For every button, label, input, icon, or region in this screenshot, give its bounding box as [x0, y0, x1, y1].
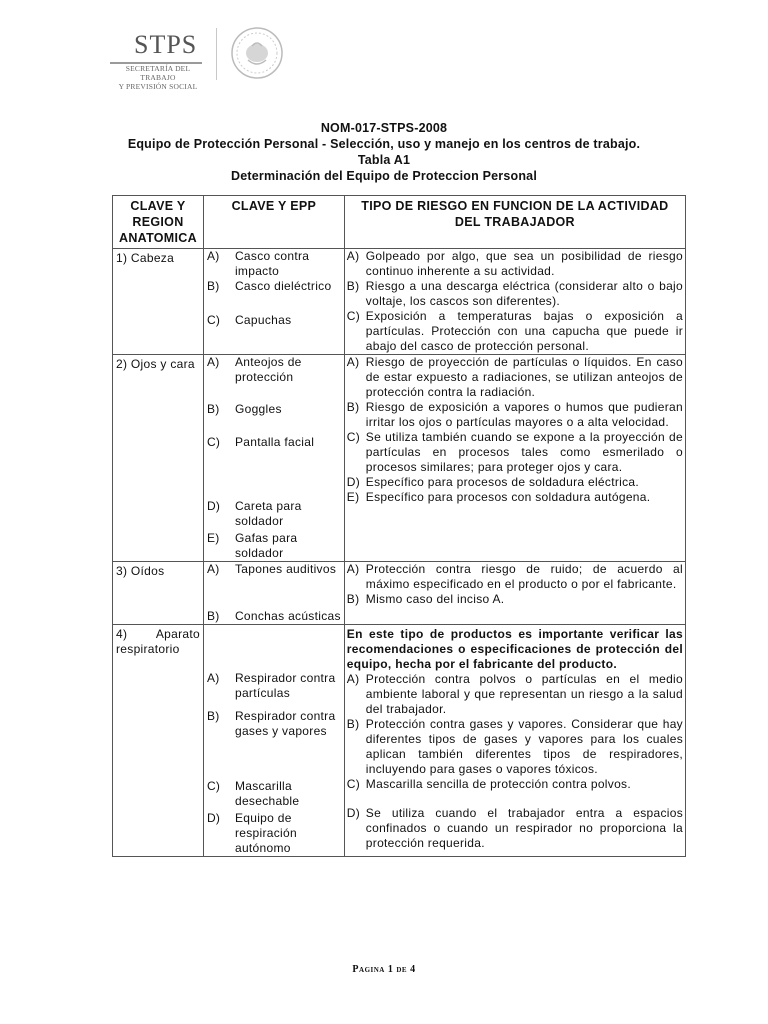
- risk-item: [345, 279, 685, 309]
- header-clave-region: CLAVE Y REGION ANATOMICA: [113, 196, 204, 249]
- logo-text: STPS: [134, 30, 198, 59]
- risk-text: Protección contra riesgo de ruido; de acuerdo al máximo especificado en el producto o por el fabricante.: [365, 562, 683, 591]
- national-seal-icon: [230, 26, 284, 80]
- epp-item: [204, 279, 344, 313]
- risk-item: [345, 562, 685, 592]
- epp-item: [204, 562, 344, 609]
- risk-letter: A): [346, 355, 360, 369]
- epp-text: Respirador contra partículas: [234, 671, 336, 700]
- epp-item: [204, 779, 344, 811]
- epp-item: [204, 811, 344, 856]
- risk-letter: C): [346, 777, 361, 791]
- page-number: Pagina 1 de 4: [352, 964, 416, 975]
- epp-letter: D): [206, 811, 221, 825]
- risk-item: [345, 355, 685, 400]
- epp-spacer: [204, 625, 344, 671]
- epp-list: [203, 355, 344, 562]
- epp-letter: B): [206, 709, 220, 723]
- risk-letter: B): [346, 400, 360, 414]
- logo-subtitle-line-1: SECRETARÍA DEL TRABAJO: [125, 64, 191, 82]
- risk-letter: B): [346, 279, 360, 293]
- epp-item: [204, 435, 344, 499]
- logo-subtitle: [110, 64, 206, 91]
- risk-letter: B): [346, 717, 360, 731]
- epp-item: [204, 499, 344, 531]
- epp-letter: C): [206, 779, 221, 793]
- risk-text: Riesgo de proyección de partículas o líquidos. En caso de estar expuesto a radiaciones, se utilizan anteojos de protección contra la radiación.: [365, 355, 683, 399]
- risk-list: [344, 562, 685, 625]
- risk-text: Mascarilla sencilla de protección contra polvos.: [365, 777, 631, 791]
- risk-text: Específico para procesos de soldadura eléctrica.: [365, 475, 640, 489]
- epp-letter: A): [206, 671, 220, 685]
- risk-text: Golpeado por algo, que sea un posibilidad de riesgo continuo inherente a su actividad.: [365, 249, 683, 278]
- risk-letter: E): [346, 490, 360, 504]
- epp-list: [203, 625, 344, 857]
- risk-item: [345, 777, 685, 792]
- risk-text: Específico para procesos con soldadura autógena.: [365, 490, 651, 504]
- risk-text: Exposición a temperaturas bajas o exposición a partículas. Protección con una capucha que puede ir abajo del casco de protección personal.: [365, 309, 683, 353]
- risk-letter: C): [346, 309, 361, 323]
- epp-item: [204, 671, 344, 709]
- ppe-table: [112, 195, 686, 857]
- epp-letter: B): [206, 609, 220, 623]
- risk-item: [345, 592, 685, 607]
- risk-item: [345, 475, 685, 490]
- table-row: [113, 355, 686, 562]
- risk-text: Protección contra polvos o partículas en el medio ambiente laboral y que representan un riesgo a la salud del trabajador.: [365, 672, 683, 716]
- epp-item: [204, 531, 344, 561]
- epp-text: Respirador contra gases y vapores: [234, 709, 336, 738]
- epp-text: Casco contra impacto: [234, 249, 310, 278]
- epp-list: [203, 562, 344, 625]
- epp-letter: E): [206, 531, 220, 545]
- epp-letter: B): [206, 402, 220, 416]
- epp-item: [204, 249, 344, 279]
- epp-item: [204, 709, 344, 779]
- risk-text: Riesgo a una descarga eléctrica (considerar alto o bajo voltaje, los cascos son diferentes).: [365, 279, 683, 308]
- epp-text: Mascarilla desechable: [234, 779, 300, 808]
- table-label: Tabla A1: [357, 153, 411, 167]
- epp-letter: C): [206, 313, 221, 327]
- risk-list: [344, 249, 685, 355]
- risk-item: [345, 400, 685, 430]
- table-title: Determinación del Equipo de Proteccion Personal: [231, 169, 537, 183]
- epp-letter: A): [206, 355, 220, 369]
- logo-vertical-divider: [216, 28, 217, 80]
- epp-text: Pantalla facial: [234, 435, 315, 449]
- epp-item: [204, 313, 344, 328]
- risk-item: [345, 309, 685, 354]
- region-ojos-cara: 2) Ojos y cara: [116, 357, 195, 371]
- norm-title: Equipo de Protección Personal - Selección, uso y manejo en los centros de trabajo.: [127, 137, 641, 151]
- table-header-row: [113, 196, 686, 249]
- risk-text: Riesgo de exposición a vapores o humos que pudieran irritar los ojos o partículas mayores o a alta velocidad.: [365, 400, 683, 429]
- table-row: [113, 562, 686, 625]
- risk-letter: A): [346, 562, 360, 576]
- table-row: [113, 625, 686, 857]
- respiratory-intro-note: En este tipo de productos es importante verificar las recomendaciones o especificaciones de protección del equipo, hecha por el fabricante del producto.: [346, 627, 683, 671]
- region-cabeza: 1) Cabeza: [116, 251, 175, 265]
- epp-text: Equipo de respiración autónomo: [234, 811, 297, 855]
- risk-item: [345, 806, 685, 851]
- epp-text: Conchas acústicas: [234, 609, 341, 623]
- table-row: [113, 249, 686, 355]
- risk-item: [345, 490, 685, 505]
- risk-item: [345, 430, 685, 475]
- risk-item: [345, 672, 685, 717]
- risk-letter: A): [346, 249, 360, 263]
- epp-text: Goggles: [234, 402, 282, 416]
- risk-text: Se utiliza también cuando se expone a la proyección de partículas en procesos tales como esmerilado o procesos similares; para proteger ojos y cara.: [365, 430, 683, 474]
- risk-text: Mismo caso del inciso A.: [365, 592, 505, 606]
- risk-text: Protección contra gases y vapores. Considerar que hay diferentes tipos de gases y vapores para los cuales aplican también diferentes tipos de respiradores, incluyendo para gases o vapores tóxicos.: [365, 717, 683, 776]
- risk-letter: B): [346, 592, 360, 606]
- region-aparato-respiratorio: 4) Aparato respiratorio: [116, 627, 200, 656]
- logo-subtitle-line-2: Y PREVISIÓN SOCIAL: [118, 82, 198, 91]
- epp-text: Careta para soldador: [234, 499, 302, 528]
- risk-letter: A): [346, 672, 360, 686]
- risk-list: [344, 355, 685, 562]
- epp-item: [204, 355, 344, 402]
- epp-text: Anteojos de protección: [234, 355, 302, 384]
- region-oidos: 3) Oídos: [116, 564, 165, 578]
- epp-text: Capuchas: [234, 313, 292, 327]
- risk-letter: C): [346, 430, 361, 444]
- risk-item: [345, 249, 685, 279]
- epp-text: Tapones auditivos: [234, 562, 337, 576]
- epp-list: [203, 249, 344, 355]
- epp-text: Gafas para soldador: [234, 531, 298, 560]
- risk-list: [344, 625, 685, 857]
- epp-text: Casco dieléctrico: [234, 279, 332, 293]
- epp-letter: C): [206, 435, 221, 449]
- epp-letter: A): [206, 562, 220, 576]
- epp-item: [204, 402, 344, 435]
- risk-item: [345, 717, 685, 777]
- risk-letter: D): [346, 475, 361, 489]
- risk-text: Se utiliza cuando el trabajador entra a espacios confinados o cuando un respirador no proporciona la protección requerida.: [365, 806, 683, 850]
- document-title-block: [0, 120, 768, 184]
- header-clave-epp: CLAVE Y EPP: [203, 196, 344, 249]
- epp-letter: B): [206, 279, 220, 293]
- epp-letter: A): [206, 249, 220, 263]
- risk-letter: D): [346, 806, 361, 820]
- epp-letter: D): [206, 499, 221, 513]
- header-tipo-riesgo: TIPO DE RIESGO EN FUNCION DE LA ACTIVIDAD DEL TRABAJADOR: [344, 196, 685, 249]
- epp-item: [204, 609, 344, 624]
- norm-code: NOM-017-STPS-2008: [320, 121, 448, 135]
